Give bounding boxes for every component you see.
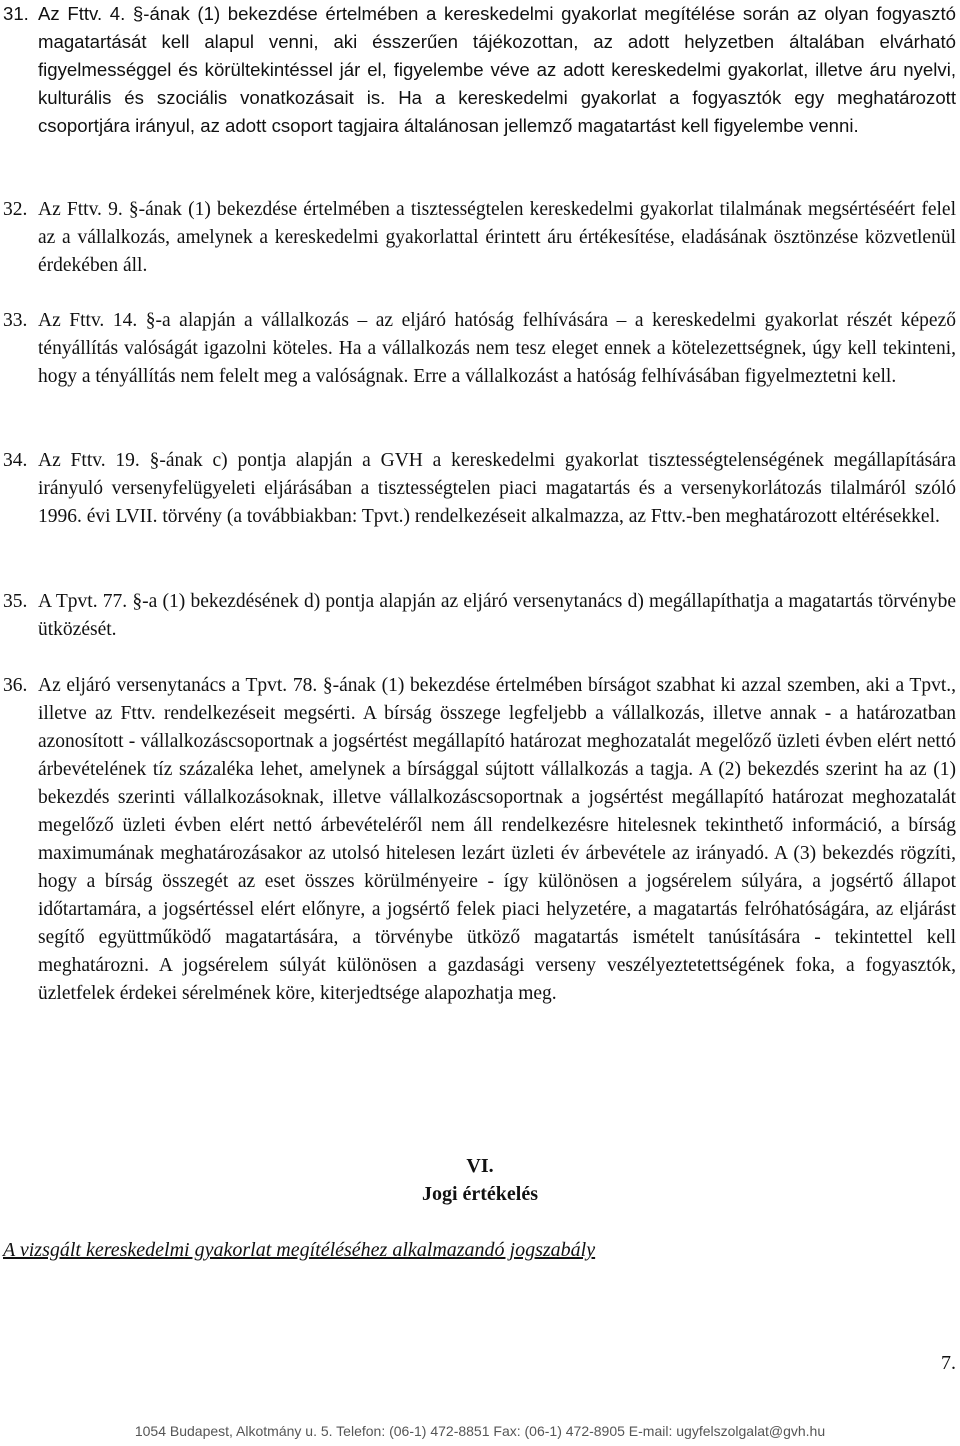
paragraph-number: 35. [3, 591, 28, 612]
paragraph-text: A Tpvt. 77. §-a (1) bekezdésének d) pontja alapján az eljáró versenytanács d) megállapíthatja a magatartás törvénybe ütközését. [38, 591, 956, 640]
paragraph-text: Az Fttv. 9. §-ának (1) bekezdése értelmében a tisztességtelen kereskedelmi gyakorlat tilalmának megsértéséért felel az a vállalkozás, amelynek a kereskedelmi gyakorlattal érintett áru értékesítése, eladásának ösztönzése közvetlenül érdekében áll. [38, 199, 956, 276]
paragraph-number: 34. [3, 450, 28, 471]
paragraph-33 [3, 307, 956, 391]
section-title: Jogi értékelés [421, 1183, 539, 1205]
page-footer: 1054 Budapest, Alkotmány u. 5. Telefon: (06-1) 472-8851 Fax: (06-1) 472-8905 E-mail: ugyfelszolgalat@gvh.hu [134, 1423, 826, 1439]
paragraph-32 [3, 196, 956, 280]
section-numeral: VI. [466, 1155, 494, 1177]
paragraph-text: Az Fttv. 4. §-ának (1) bekezdése értelmében a kereskedelmi gyakorlat megítélése során az olyan fogyasztó magatartását kell alapul venni, aki ésszerűen tájékozottan, az adott helyzetben általában elvárható figyelmességgel és körültekintéssel jár el, figyelembe véve az adott kereskedelmi gyakorlat, illetve áru nyelvi, kulturális és szociális vonatkozásait is. Ha a kereskedelmi gyakorlat a fogyasztók egy meghatározott csoportjára irányul, az adott csoport tagjaira általánosan jellemző magatartást kell figyelembe venni. [38, 3, 956, 136]
paragraph-number: 32. [3, 199, 28, 220]
paragraph-text: Az Fttv. 14. §-a alapján a vállalkozás – az eljáró hatóság felhívására – a kereskedelmi gyakorlat részét képező tényállítás valóságát igazolni köteles. Ha a vállalkozás nem tesz eleget ennek a kötelezettségnek, úgy kell tekinteni, hogy a tényállítás nem felelt meg a valóságnak. Erre a vállalkozást a hatóság felhívásában figyelmeztetni kell. [38, 310, 956, 387]
paragraph-34 [3, 447, 956, 531]
page-number: 7. [941, 1352, 956, 1374]
paragraph-text: Az Fttv. 19. §-ának c) pontja alapján a GVH a kereskedelmi gyakorlat tisztességtelenségének megállapítására irányuló versenyfelügyeleti eljárásában a tisztességtelen piaci magatartás és a versenykorlátozás tilalmáról szóló 1996. évi LVII. törvény (a továbbiakban: Tpvt.) rendelkezéseit alkalmazza, az Fttv.-ben meghatározott eltérésekkel. [38, 450, 956, 527]
paragraph-36 [3, 672, 956, 1008]
paragraph-number: 33. [3, 310, 28, 331]
paragraph-number: 36. [3, 675, 28, 696]
paragraph-35 [3, 588, 956, 644]
section-subtitle: A vizsgált kereskedelmi gyakorlat megítéléséhez alkalmazandó jogszabály [3, 1239, 596, 1261]
paragraph-text: Az eljáró versenytanács a Tpvt. 78. §-ának (1) bekezdése értelmében bírságot szabhat ki azzal szemben, aki a Tpvt., illetve az Fttv. rendelkezéseit megsérti. A bírság összege legfeljebb a vállalkozás, illetve annak - a határozatban azonosított - vállalkozáscsoportnak a jogsértést megállapító határozat meghozatalát megelőző üzleti évben elért nettó árbevételének tíz százaléka lehet, amelynek a bírsággal sújtott vállalkozás a tagja. A (2) bekezdés szerint ha az (1) bekezdés szerinti vállalkozásoknak, illetve vállalkozáscsoportnak a jogsértést megállapító határozat meghozatalát megelőző üzleti évben elért nettó árbevételéről nem áll rendelkezésre hitelesnek tekinthető információ, a bírság maximumának meghatározásakor az utolsó hitelesen lezárt üzleti év árbevétele az irányadó. A (3) bekezdés rögzíti, hogy a bírság összegét az eset összes körülményeire - így különösen a jogsérelem súlyára, a jogsértő állapot időtartamára, a jogsértéssel elért előnyre, a jogsértő felek piaci helyzetére, a magatartás felróhatóságára, az eljárást segítő együttműködő magatartására, a törvénybe ütköző magatartás ismételt tanúsítására - tekintettel kell meghatározni. A jogsérelem súlyát különösen a gazdasági verseny veszélyeztetettségének foka, a fogyasztók, üzletfelek érdekei sérelmének köre, kiterjedtsége alapozhatja meg. [38, 675, 956, 1004]
paragraph-31 [3, 0, 956, 140]
paragraph-number: 31. [3, 3, 29, 24]
